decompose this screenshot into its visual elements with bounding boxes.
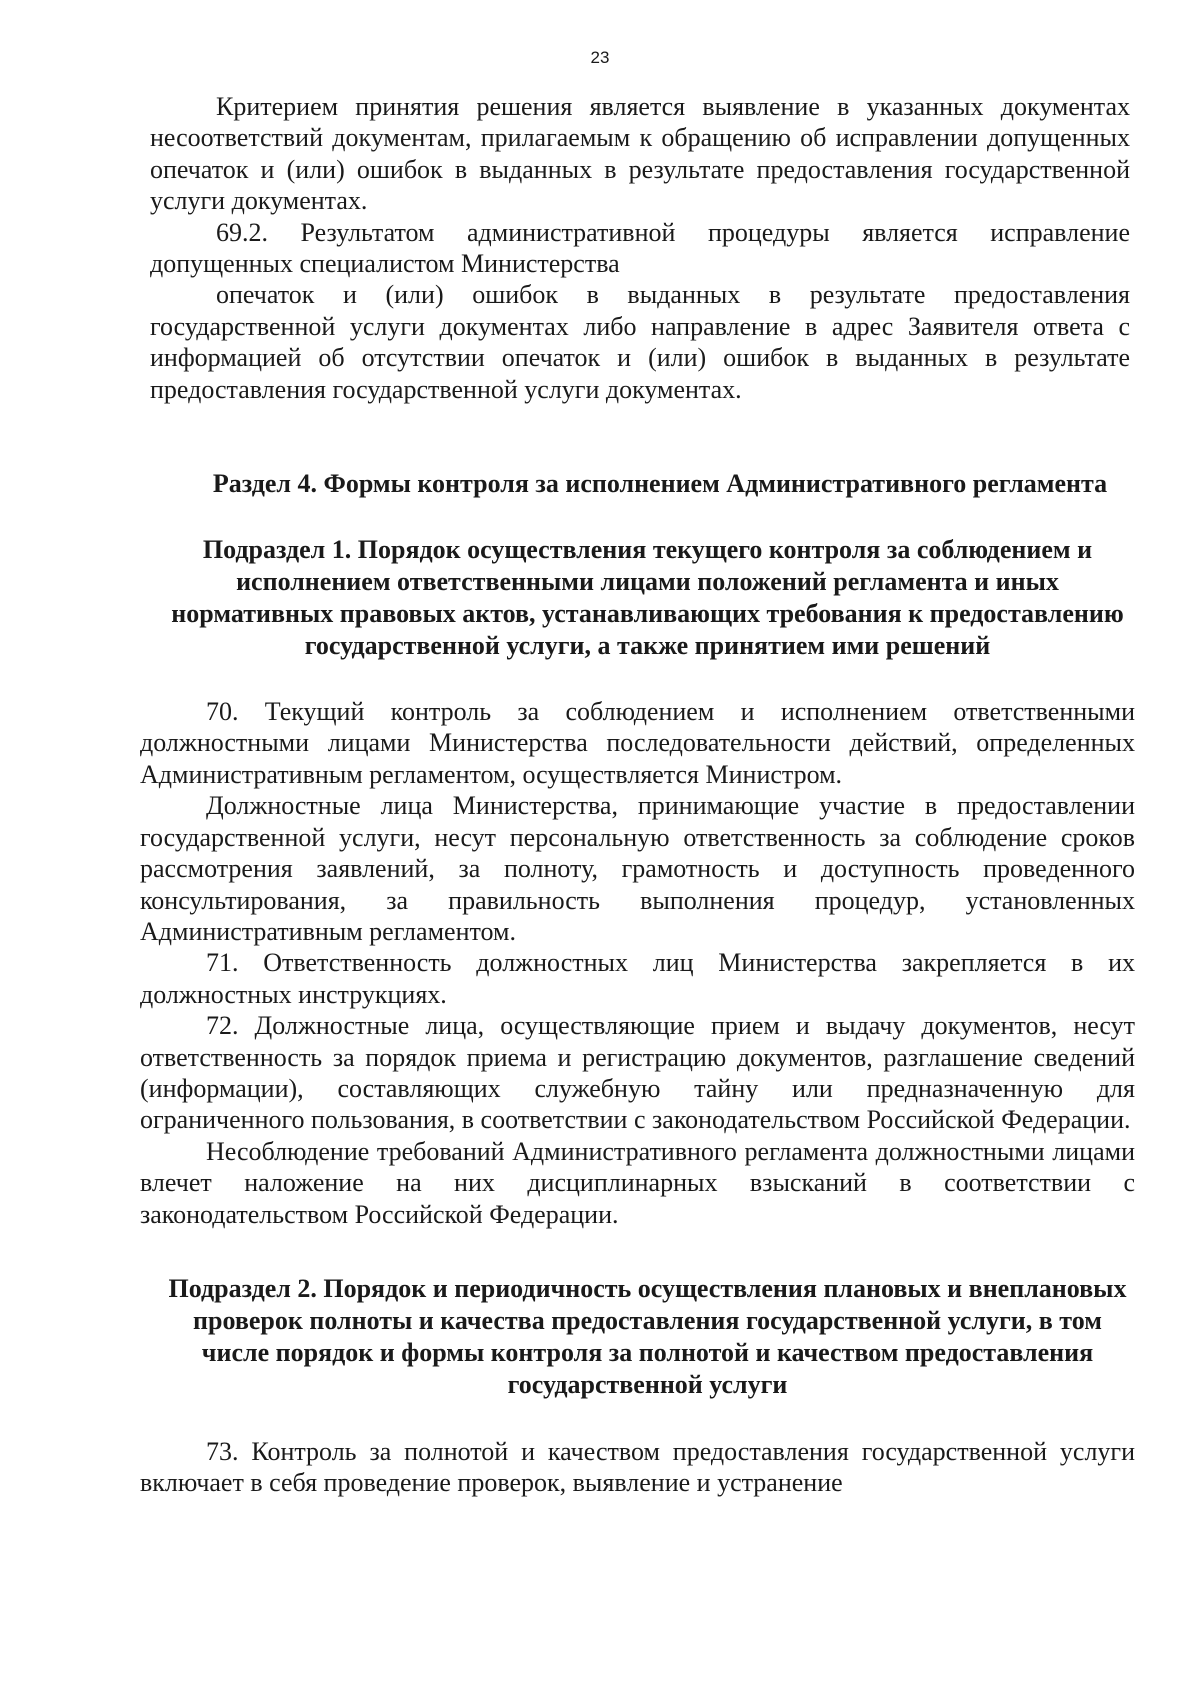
paragraph-70: 70. Текущий контроль за соблюдением и исполнением ответственными должностными лицами Министерства последовательности действий, определенных Административным регламентом, осуществляется Министром. (140, 697, 1135, 789)
section-4-heading: Раздел 4. Формы контроля за исполнением Административного регламента (212, 469, 1108, 499)
subsection-2-heading: Подраздел 2. Порядок и периодичность осуществления плановых и внеплановых проверок полноты и качества предоставления государственной услуги, в том числе порядок и формы контроля за полнотой и качеством предоставления государственной услуги (168, 1273, 1127, 1399)
page-number: 23 (590, 48, 610, 67)
subsection-1-heading: Подраздел 1. Порядок осуществления текущего контроля за соблюдением и исполнением ответственными лицами положений регламента и иных нормативных правовых актов, устанавливающих требования к предоставлению государственной услуги, а также принятием ими решений (171, 535, 1124, 661)
paragraph-non-compliance: Несоблюдение требований Административного регламента должностными лицами влечет наложение на них дисциплинарных взысканий в соответствии с законодательством Российской Федерации. (140, 1136, 1135, 1229)
paragraph-71: 71. Ответственность должностных лиц Министерства закрепляется в их должностных инструкциях. (140, 948, 1135, 1009)
paragraph-73: 73. Контроль за полнотой и качеством предоставления государственной услуги включает в себя проведение проверок, выявление и устранение (140, 1436, 1135, 1498)
document-body (140, 91, 1135, 1499)
paragraph-72: 72. Должностные лица, осуществляющие прием и выдачу документов, несут ответственность за порядок приема и регистрацию документов, разглашение сведений (информации), составляющих служебную тайну или предназначенную для ограниченного пользования, в соответствии с законодательством Российской Федерации. (140, 1011, 1135, 1135)
subsection-1 (140, 534, 1135, 1499)
paragraph-69-2-continued: опечаток и (или) ошибок в выданных в результате предоставления государственной услуги документах либо направление в адрес Заявителя ответа с информацией об отсутствии опечаток и (или) ошибок в выданных в результате предоставления государственной услуги документах. (150, 280, 1130, 404)
paragraph-officials-responsibility: Должностные лица Министерства, принимающие участие в предоставлении государственной услуги, несут персональную ответственность за соблюдение сроков рассмотрения заявлений, за полноту, грамотность и доступность проведенного консультирования, за правильность выполнения процедур, установленных Административным регламентом. (140, 791, 1135, 946)
paragraph-69-2: 69.2. Результатом административной процедуры является исправление допущенных специалистом Министерства (150, 217, 1130, 279)
paragraph-criterion: Критерием принятия решения является выявление в указанных документах несоответствий документам, прилагаемым к обращению об исправлении допущенных опечаток и (или) ошибок в выданных в результате предоставления государственной услуги документах. (150, 92, 1130, 216)
